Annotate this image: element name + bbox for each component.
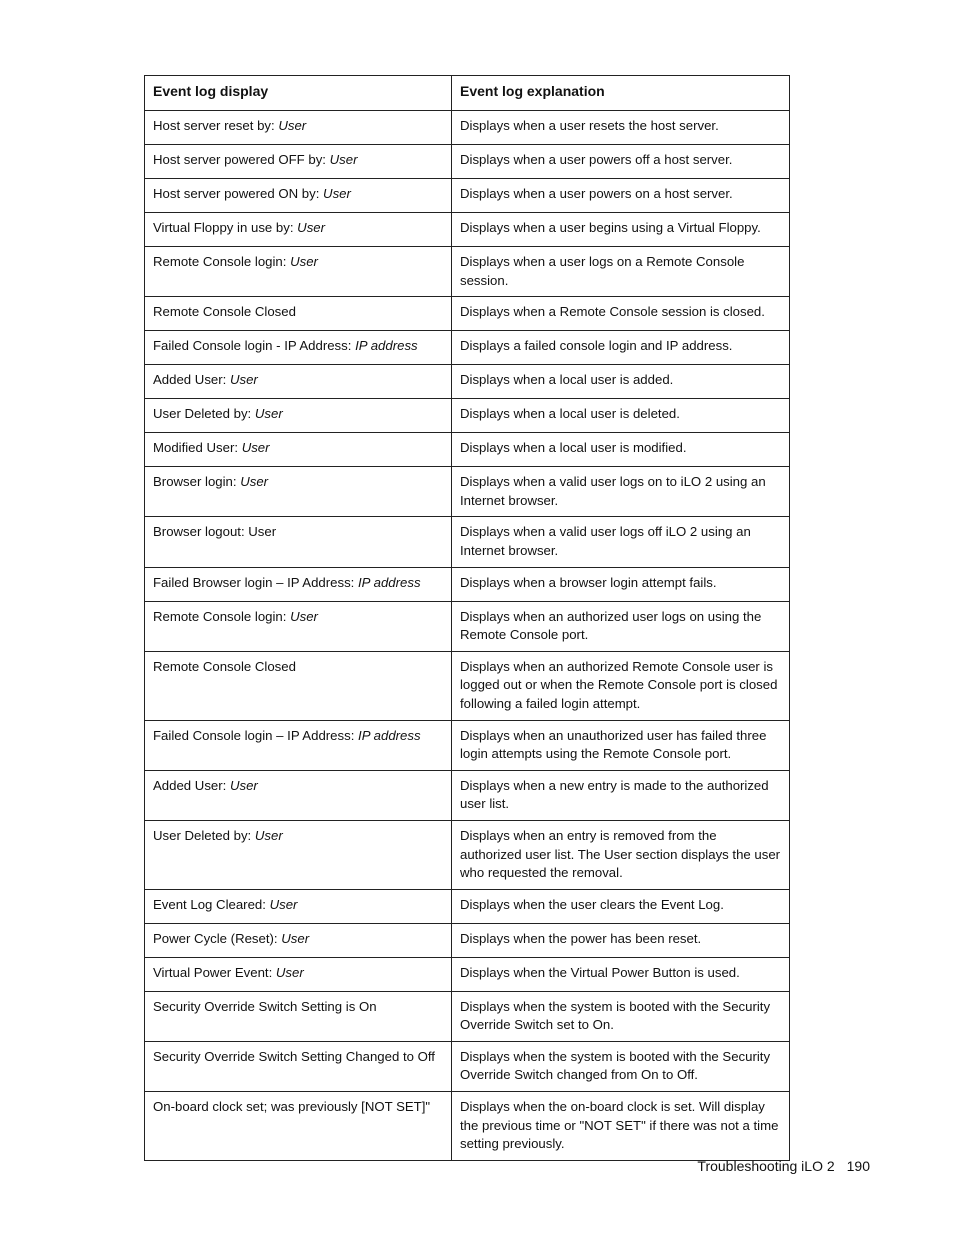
event-display-variable: User [229, 777, 258, 793]
event-display-variable: User [278, 118, 307, 133]
event-display-cell [145, 889, 452, 923]
table-row [145, 517, 790, 567]
event-explanation-cell: Displays when an entry is removed from the authorized user list. The User section displays the user who requested the removal. [452, 820, 790, 889]
event-display-cell [145, 651, 452, 720]
event-explanation-cell: Displays when a valid user logs on to iLO 2 using an Internet browser. [452, 467, 790, 517]
event-explanation-cell: Displays when a user logs on a Remote Console session. [452, 247, 790, 297]
event-explanation-cell: Displays when the on-board clock is set. Will display the previous time or "NOT SET" if there was not a time setting previously. [452, 1092, 790, 1161]
event-display-variable: User [269, 896, 298, 912]
table-row [145, 957, 790, 991]
event-display-cell [145, 111, 452, 145]
table-row [145, 601, 790, 651]
event-display-text: Remote Console login: [153, 254, 291, 269]
event-display-cell [145, 517, 452, 567]
event-display-text: Host server powered OFF by: [153, 152, 330, 167]
event-display-text: Remote Console Closed [153, 304, 296, 320]
event-display-text: Event Log Cleared: [153, 896, 270, 912]
event-display-variable: User [323, 186, 351, 201]
event-display-text: On-board clock set; was previously [NOT SET]" [153, 1099, 431, 1115]
event-explanation-cell: Displays when an unauthorized user has failed three login attempts using the Remote Console port. [452, 720, 790, 770]
table-row [145, 1041, 790, 1091]
event-explanation-cell: Displays when the user clears the Event Log. [452, 889, 790, 923]
table-row [145, 297, 790, 331]
event-display-text: Security Override Switch Setting is On [153, 998, 377, 1014]
event-display-variable: IP address [358, 574, 421, 590]
page-number: 190 [846, 1158, 870, 1174]
event-display-text: Failed Console login - IP Address: [153, 338, 356, 354]
event-explanation-cell: Displays when a Remote Console session is closed. [452, 297, 790, 331]
table-row [145, 111, 790, 145]
event-explanation-cell: Displays when a user resets the host server. [452, 111, 790, 145]
event-display-variable: User [240, 474, 269, 490]
event-display-cell [145, 820, 452, 889]
table-row [145, 567, 790, 601]
table-row [145, 820, 790, 889]
event-display-text: Browser logout: User [153, 524, 277, 540]
table-row [145, 467, 790, 517]
event-display-variable: IP address [355, 338, 418, 354]
event-display-text: Virtual Floppy in use by: [153, 220, 298, 235]
table-row [145, 179, 790, 213]
event-display-cell [145, 399, 452, 433]
event-explanation-cell: Displays when the Virtual Power Button is used. [452, 957, 790, 991]
table-row [145, 889, 790, 923]
event-display-text: User Deleted by: [153, 827, 255, 843]
event-display-cell [145, 179, 452, 213]
event-explanation-cell: Displays when a local user is deleted. [452, 399, 790, 433]
event-explanation-cell: Displays when a user powers on a host server. [452, 179, 790, 213]
footer-section-title: Troubleshooting iLO 2 [697, 1158, 835, 1174]
event-display-variable: User [329, 152, 358, 167]
event-display-cell [145, 467, 452, 517]
event-display-cell [145, 213, 452, 247]
event-display-cell [145, 145, 452, 179]
event-explanation-cell: Displays when an authorized user logs on using the Remote Console port. [452, 601, 790, 651]
event-display-cell [145, 365, 452, 399]
event-display-cell [145, 297, 452, 331]
event-display-cell [145, 331, 452, 365]
event-display-variable: User [254, 406, 283, 422]
event-explanation-cell: Displays when a local user is added. [452, 365, 790, 399]
table-row [145, 923, 790, 957]
event-explanation-cell: Displays when a local user is modified. [452, 433, 790, 467]
event-display-variable: User [281, 930, 310, 946]
table-row [145, 365, 790, 399]
event-explanation-cell: Displays when an authorized Remote Console user is logged out or when the Remote Console port is closed following a failed login attempt. [452, 651, 790, 720]
event-display-variable: User [241, 440, 270, 456]
event-display-variable: IP address [358, 727, 421, 743]
event-display-text: Failed Browser login – IP Address: [153, 574, 358, 590]
event-display-text: Added User: [153, 777, 230, 793]
event-display-text: User Deleted by: [153, 406, 255, 422]
event-log-table [144, 75, 790, 1161]
event-display-variable: User [275, 964, 304, 980]
table-row [145, 991, 790, 1041]
event-explanation-cell: Displays when a user powers off a host server. [452, 145, 790, 179]
event-display-text: Failed Console login – IP Address: [153, 727, 359, 743]
event-display-cell [145, 433, 452, 467]
event-display-text: Added User: [153, 372, 230, 388]
table-row [145, 145, 790, 179]
event-explanation-cell: Displays when the system is booted with the Security Override Switch set to On. [452, 991, 790, 1041]
event-explanation-cell: Displays when the power has been reset. [452, 923, 790, 957]
event-explanation-cell: Displays a failed console login and IP address. [452, 331, 790, 365]
event-explanation-cell: Displays when a browser login attempt fails. [452, 567, 790, 601]
event-display-cell [145, 567, 452, 601]
event-explanation-cell: Displays when a user begins using a Virtual Floppy. [452, 213, 790, 247]
table-row [145, 433, 790, 467]
event-display-text: Modified User: [153, 440, 242, 456]
event-display-text: Remote Console Closed [153, 658, 296, 674]
event-display-text: Remote Console login: [153, 608, 291, 624]
event-display-cell [145, 957, 452, 991]
event-display-cell [145, 720, 452, 770]
header-event-log-explanation: Event log explanation [452, 76, 790, 111]
event-display-cell [145, 1092, 452, 1161]
event-display-cell [145, 601, 452, 651]
event-display-variable: User [290, 608, 318, 624]
event-display-text: Virtual Power Event: [153, 964, 276, 980]
event-explanation-cell: Displays when a new entry is made to the authorized user list. [452, 770, 790, 820]
event-display-variable: User [297, 220, 326, 235]
page-footer [697, 1158, 870, 1174]
table-row [145, 770, 790, 820]
table-row [145, 651, 790, 720]
header-event-log-display: Event log display [145, 76, 452, 111]
table-row [145, 1092, 790, 1161]
event-explanation-cell: Displays when a valid user logs off iLO 2 using an Internet browser. [452, 517, 790, 567]
table-header-row [145, 76, 790, 111]
table-row [145, 247, 790, 297]
event-explanation-cell: Displays when the system is booted with the Security Override Switch changed from On to Off. [452, 1041, 790, 1091]
table-row [145, 399, 790, 433]
event-display-text: Security Override Switch Setting Changed to Off [153, 1048, 435, 1064]
event-display-text: Host server powered ON by: [153, 186, 324, 201]
event-display-text: Host server reset by: [153, 118, 279, 133]
event-display-text: Browser login: [153, 474, 241, 490]
event-display-cell [145, 923, 452, 957]
event-display-variable: User [254, 827, 283, 843]
event-display-cell [145, 1041, 452, 1091]
event-display-cell [145, 991, 452, 1041]
event-display-cell [145, 247, 452, 297]
table-row [145, 213, 790, 247]
event-display-variable: User [290, 254, 318, 269]
table-row [145, 720, 790, 770]
table-row [145, 331, 790, 365]
event-display-text: Power Cycle (Reset): [153, 930, 282, 946]
event-display-cell [145, 770, 452, 820]
event-display-variable: User [229, 372, 258, 388]
